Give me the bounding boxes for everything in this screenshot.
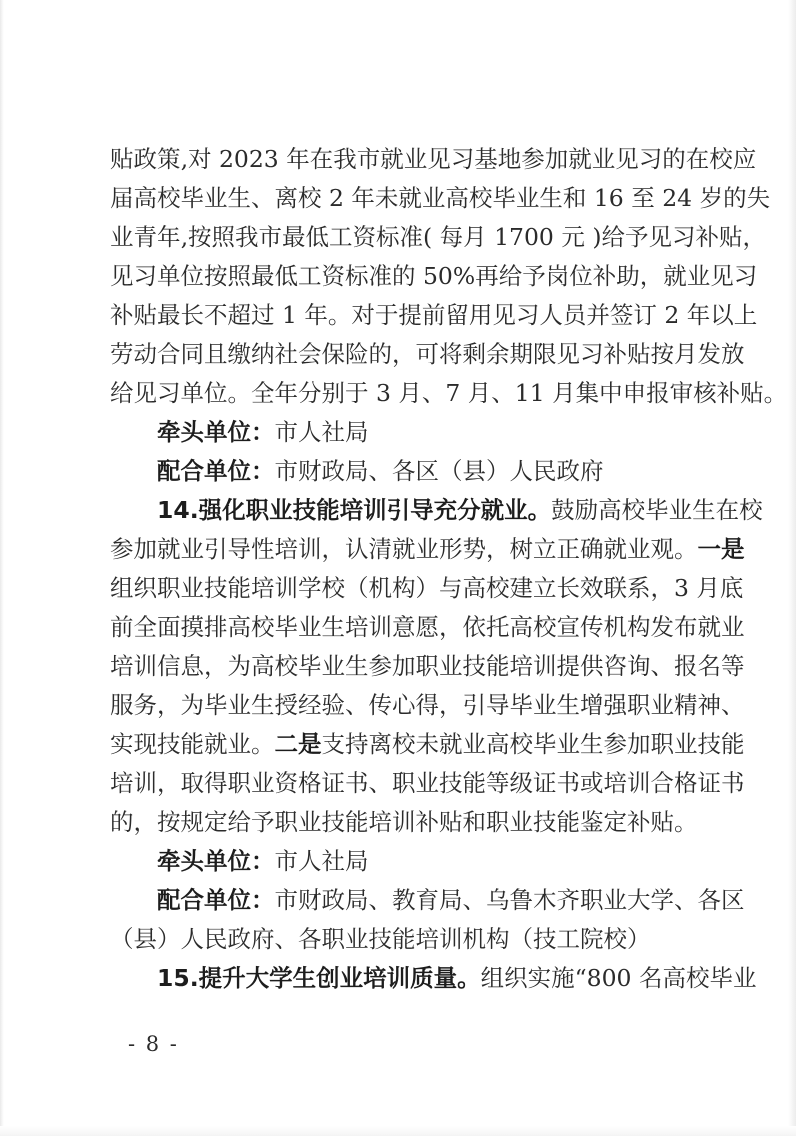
cooperating-unit-row-2-wrap [110,920,688,959]
section-14-body-line [110,608,745,647]
lead-unit-label: 牵头单位： [157,847,275,875]
section-14-line-text: 培训信息，为高校毕业生参加职业技能培训提供咨询、报名等 [110,652,745,680]
line-text: 届高校毕业生、离校 2 年未就业高校毕业生和 16 至 24 岁的失 [110,184,771,212]
section-14-emphasis-first: 一是 [697,535,745,563]
paragraph-line [110,179,771,218]
section-14-body-line [110,725,745,764]
section-14-line-text: 服务，为毕业生授经验、传心得，引导毕业生增强职业精神、 [110,691,745,719]
line-text: 见习单位按照最低工资标准的 50%再给予岗位补助，就业见习 [110,262,758,290]
lead-unit-label: 牵头单位： [157,418,275,446]
cooperating-unit-row-1 [110,452,688,491]
section-14-line-text: 的，按规定给予职业技能培训补贴和职业技能鉴定补贴。 [110,808,698,836]
section-14-line-text: 培训，取得职业资格证书、职业技能等级证书或培训合格证书 [110,769,745,797]
section-14-body-line [110,569,744,608]
section-14-body-line [110,803,698,842]
scan-edge-left [0,0,4,1136]
cooperating-unit-label: 配合单位： [157,886,275,914]
section-14-line-text: 参加就业引导性培训，认清就业形势，树立正确就业观。 [110,535,698,563]
section-14-body-line [110,686,745,725]
section-14-line-text: 鼓励高校毕业生在校 [551,496,763,524]
paragraph-line [110,296,758,335]
section-14-emphasis-second: 二是 [274,730,322,758]
line-text: 贴政策‚对 2023 年在我市就业见习基地参加就业见习的在校应 [110,145,757,173]
paragraph-line [110,257,758,296]
section-15-title: 15.提升大学生创业培训质量。 [157,964,481,992]
paragraph-line [110,335,745,374]
line-text: 补贴最长不超过 1 年。对于提前留用见习人员并签订 2 年以上 [110,301,758,329]
section-15-heading-line [110,959,757,998]
section-14-body-line [110,764,745,803]
section-14-title: 14.强化职业技能培训引导充分就业。 [157,496,552,524]
line-text: 劳动合同且缴纳社会保险的，可将剩余期限见习补贴按月发放 [110,340,745,368]
lead-unit-value: 市人社局 [274,847,369,875]
cooperating-unit-line-2: （县）人民政府、各职业技能培训机构（技工院校） [110,925,651,953]
cooperating-unit-line-1 [157,881,745,920]
cooperating-unit-row-2 [110,881,745,920]
lead-unit-value: 市人社局 [274,418,369,446]
section-14-line-text: 实现技能就业。 [110,730,275,758]
section-14-line-text: 前全面摸排高校毕业生培训意愿，依托高校宣传机构发布就业 [110,613,745,641]
cooperating-unit-label: 配合单位： [157,457,275,485]
section-14-body-line [110,647,745,686]
cooperating-unit-value: 市财政局、教育局、乌鲁木齐职业大学、各区 [274,886,745,914]
line-text: 业青年‚按照我市最低工资标准( 每月 1700 元 )给予见习补贴， [110,223,766,251]
scan-edge-right [788,0,796,1136]
section-14-body-line [110,530,745,569]
cooperating-unit-value: 市财政局、各区（县）人民政府 [274,457,604,485]
line-text: 给见习单位。全年分别于 3 月、7 月、11 月集中申报审核补贴。 [110,379,788,407]
section-14-heading-line [110,491,763,530]
paragraph-line [110,140,757,179]
scan-edge-bottom [0,1126,796,1136]
lead-unit-row-1 [110,413,688,452]
lead-unit-row-2 [110,842,688,881]
document-body [110,140,788,998]
section-14-line-text: 组织职业技能培训学校（机构）与高校建立长效联系，3 月底 [110,574,744,602]
paragraph-line [110,374,788,413]
section-15-line-text: 组织实施“800 名高校毕业 [480,964,757,992]
page-number: - 8 - [128,1032,179,1056]
section-14-line-text: 支持离校未就业高校毕业生参加职业技能 [321,730,745,758]
paragraph-line [110,218,766,257]
